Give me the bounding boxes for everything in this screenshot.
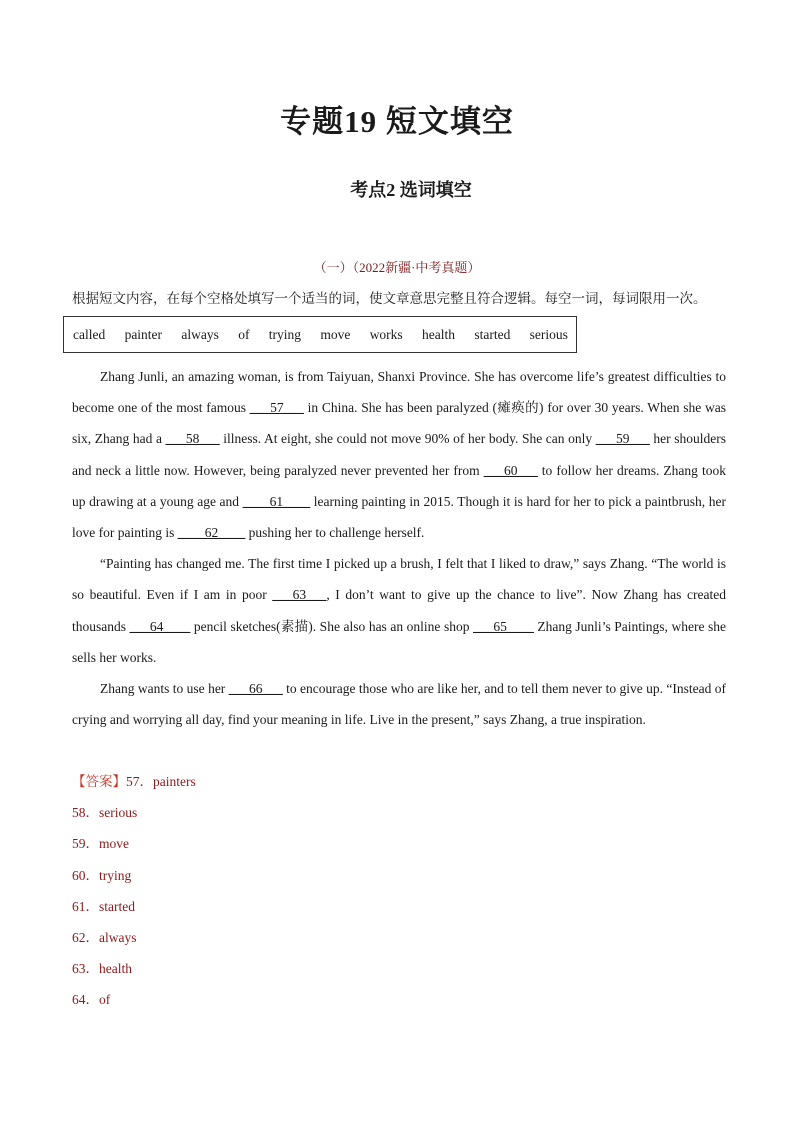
blank-62: ____62____	[177, 525, 246, 541]
passage-paragraph-3	[72, 673, 726, 735]
answer-number: 63．	[72, 961, 99, 977]
answer-label: 【答案】	[72, 774, 126, 789]
answer-number: 59．	[72, 836, 99, 852]
blank-60: ___60___	[483, 462, 538, 478]
passage-text: “Painting has changed me. The first time I picked up a brush, I felt that I liked to draw,” says Zhang. “The world is so beautiful. Even if I am in poor	[72, 556, 726, 603]
answer-row	[72, 922, 472, 953]
blank-63: ___63___	[272, 587, 327, 603]
blank-61: ____61____	[242, 493, 311, 509]
word-bank-item: of	[238, 326, 250, 342]
page-title: 专题19 短文填空	[280, 104, 514, 139]
answer-word: started	[99, 898, 135, 914]
answer-word: health	[99, 961, 132, 977]
answer-row	[72, 953, 472, 984]
passage-text: pushing her to challenge herself.	[245, 525, 425, 541]
word-bank-box	[63, 316, 577, 353]
answer-number: 61．	[72, 898, 99, 914]
answer-word: always	[99, 930, 137, 946]
word-bank-item: painter	[124, 326, 163, 342]
word-bank-item: trying	[268, 326, 302, 342]
blank-58: ___58___	[165, 431, 220, 447]
answer-row	[72, 984, 472, 1015]
answer-number: 60．	[72, 867, 99, 883]
instruction-text: 根据短文内容，在每个空格处填写一个适当的词，使文章意思完整且符合逻辑。每空一词，每词限用一次。	[72, 291, 707, 306]
passage-text: her shoulders and neck a little now. However, being paralyzed never prevented her from	[72, 431, 726, 478]
passage-text: learning painting in 2015. Though it is hard for her to pick a paintbrush, her love for painting is	[72, 493, 726, 541]
word-bank-item: works	[369, 326, 403, 342]
passage-text: illness. At eight, she could not move 90% of her body. She can only	[219, 431, 596, 447]
answer-row	[72, 860, 472, 891]
answer-number: 58．	[72, 805, 99, 821]
word-bank-item: health	[422, 326, 456, 342]
passage-text: in China. She has been paralyzed (瘫痪的) for over 30 years. When she was six, Zhang had a	[72, 400, 726, 447]
question-source: （一）（2022新疆·中考真题）	[313, 260, 481, 275]
blank-64: ___64____	[129, 618, 191, 634]
word-bank-item: serious	[529, 326, 568, 342]
answer-word: painters	[153, 774, 196, 789]
answer-word: of	[99, 992, 111, 1008]
answer-section	[72, 766, 472, 1016]
passage-text: to follow her dreams. Zhang took up drawing at a young age and	[72, 462, 726, 509]
answer-row	[72, 766, 472, 797]
answer-number: 62．	[72, 930, 99, 946]
passage-paragraph-1	[72, 361, 726, 548]
word-bank-item: move	[320, 326, 351, 342]
passage-text: Zhang wants to use her	[100, 681, 229, 697]
answer-number: 64．	[72, 992, 99, 1008]
answer-row	[72, 891, 472, 922]
section-subtitle: 考点2 选词填空	[350, 180, 472, 200]
word-bank-item: started	[474, 326, 511, 342]
word-bank-item: called	[73, 326, 106, 342]
blank-66: ___66___	[228, 681, 283, 697]
answer-row	[72, 797, 472, 828]
blank-57: ___57___	[249, 400, 304, 416]
passage-text: Zhang Junli, an amazing woman, is from Taiyuan, Shanxi Province. She has overcome life’s greatest difficulties to become one of the most famous	[72, 369, 726, 416]
passage-text: Zhang Junli’s Paintings, where she sells her works.	[72, 618, 726, 665]
passage-text: pencil sketches(素描). She also has an online shop	[190, 618, 474, 634]
blank-65: ___65____	[473, 618, 534, 634]
answer-word: move	[99, 836, 129, 852]
passage-paragraph-2	[72, 548, 726, 673]
word-bank-item: always	[181, 326, 219, 342]
answer-number: 57．	[126, 774, 153, 789]
answer-word: serious	[99, 805, 138, 821]
reading-passage	[72, 361, 726, 735]
blank-59: ___59___	[595, 431, 650, 447]
answer-row	[72, 828, 472, 859]
passage-text: to encourage those who are like her, and to tell them never to give up. “Instead of crying and worrying all day, find your meaning in life. Live in the present,” says Zhang, a true inspiration.	[72, 681, 726, 728]
answer-word: trying	[99, 867, 132, 883]
passage-text: , I don’t want to give up the chance to live”. Now Zhang has created thousands	[72, 587, 726, 634]
